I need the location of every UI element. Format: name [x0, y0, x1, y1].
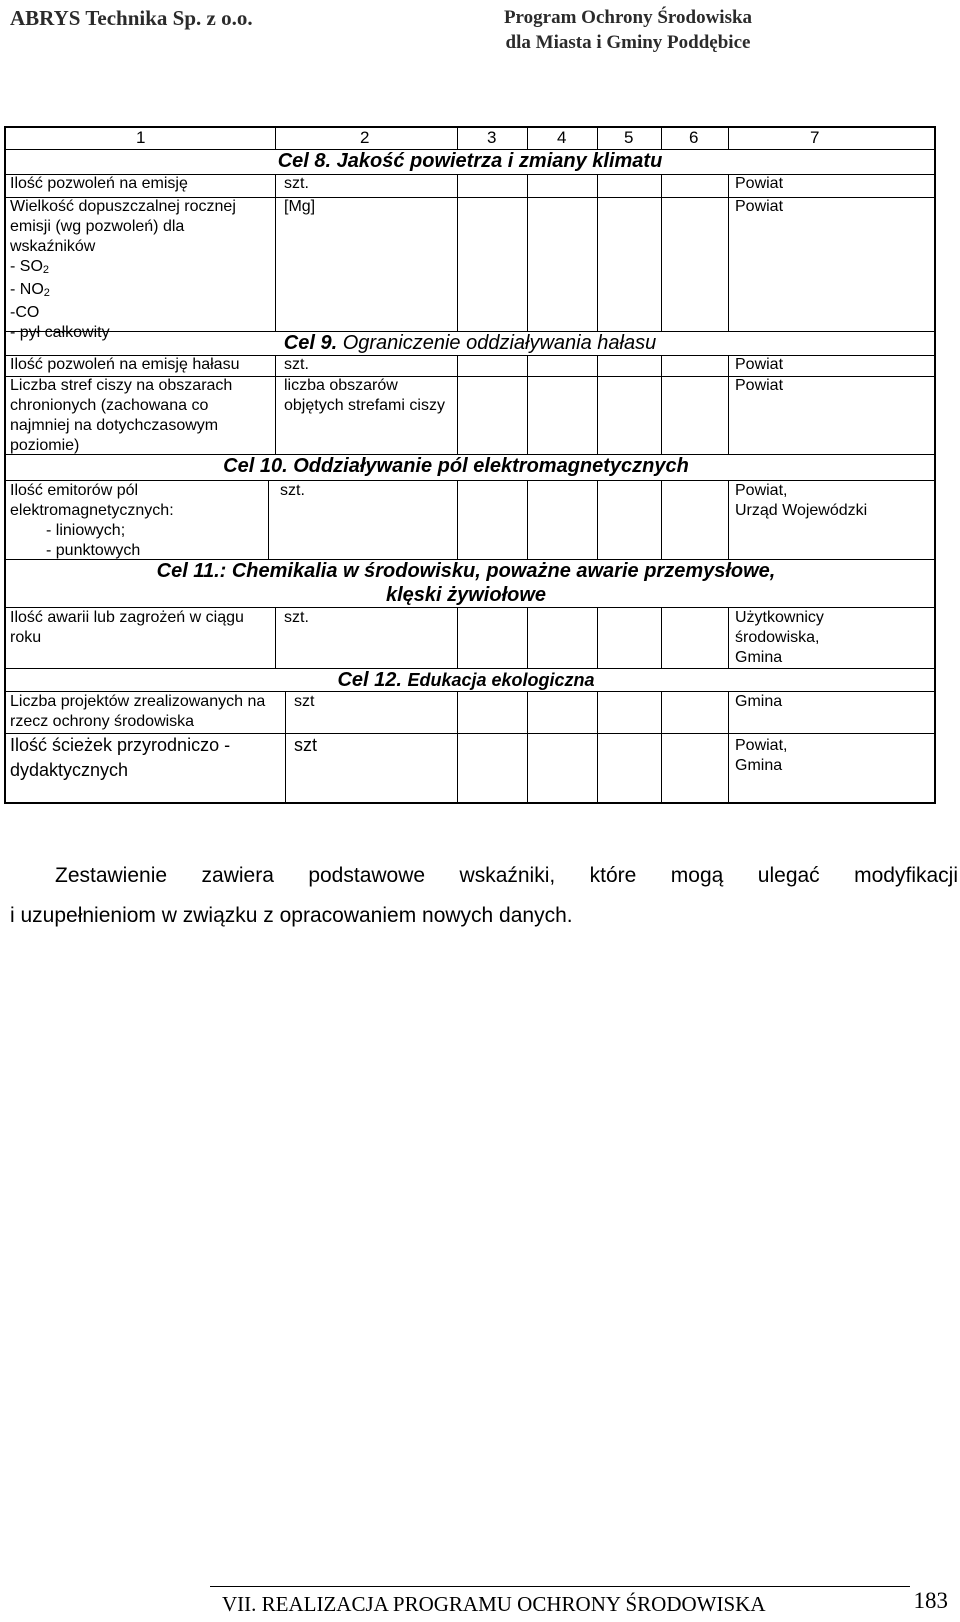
rule	[275, 128, 276, 149]
rule	[661, 607, 662, 668]
indicator-label	[10, 481, 174, 561]
source-cell: Powiat	[735, 356, 784, 373]
label-line: Liczba projektów zrealizowanych na	[10, 693, 266, 710]
column-number: 3	[487, 128, 497, 147]
rule	[457, 607, 458, 668]
rule	[728, 174, 729, 331]
footer-section-title: VII. REALIZACJA PROGRAMU OCHRONY ŚRODOWISKA	[222, 1592, 766, 1616]
rule	[728, 691, 729, 802]
page-number: 183	[913, 1588, 948, 1613]
rule	[597, 174, 598, 331]
rule	[597, 128, 598, 149]
summary-paragraph-line1: Zestawienie zawiera podstawowe wskaźniki, które mogą ulegać modyfikacji	[55, 864, 958, 887]
label-line: emisji (wg pozwoleń) dla	[10, 218, 185, 235]
label-line: - liniowych;	[46, 522, 126, 539]
indicator-label	[10, 608, 244, 648]
label-line: Wielkość dopuszczalnej rocznej	[10, 198, 236, 215]
so2-subscript: 2	[42, 264, 50, 276]
rule	[597, 355, 598, 454]
section-heading-cel8: Cel 8. Jakość powietrza i zmiany klimatu	[277, 150, 663, 172]
label-line: wskaźników	[10, 238, 96, 255]
unit-cell: szt.	[284, 609, 309, 626]
column-number: 2	[360, 128, 370, 147]
label-line: Liczba stref ciszy na obszarach	[10, 377, 233, 394]
rule	[527, 128, 528, 149]
column-number: 4	[557, 128, 567, 147]
label-line: poziomie)	[10, 437, 80, 454]
label-line-so2	[10, 257, 236, 280]
rule	[457, 174, 458, 331]
rule	[457, 128, 458, 149]
rule	[285, 691, 286, 802]
rule	[275, 355, 276, 454]
rule	[728, 128, 729, 149]
label-line: Ilość emitorów pól	[10, 482, 139, 499]
rule	[527, 174, 528, 331]
source-line: Gmina	[735, 649, 783, 666]
rule	[728, 607, 729, 668]
indicators-table	[4, 126, 936, 804]
rule	[457, 691, 458, 802]
rule	[661, 691, 662, 802]
program-title	[480, 5, 776, 55]
column-number: 7	[810, 128, 820, 147]
rule	[661, 480, 662, 559]
source-line: Gmina	[735, 757, 783, 774]
label-line: Ilość ścieżek przyrodniczo -	[10, 735, 231, 755]
label-line: najmniej na dotychczasowym	[10, 417, 219, 434]
indicator-label	[10, 733, 230, 783]
summary-paragraph-line2: i uzupełnieniom w związku z opracowaniem nowych danych.	[10, 904, 573, 927]
section-heading-cel12	[206, 668, 726, 692]
rule	[275, 607, 276, 668]
label-line-no2	[10, 280, 236, 303]
rule	[728, 355, 729, 454]
heading-line: Cel 11.: Chemikalia w środowisku, poważne awarie przemysłowe,	[156, 560, 776, 582]
heading-text: Oddziaływanie pól elektromagnetycznych	[293, 455, 689, 477]
indicator-label: Ilość pozwoleń na emisję	[10, 175, 188, 192]
rule	[457, 480, 458, 559]
rule	[527, 355, 528, 454]
label-line: - punktowych	[46, 542, 141, 559]
source-line: Powiat,	[735, 482, 788, 499]
label-line: elektromagnetycznych:	[10, 502, 174, 519]
footer-rule	[210, 1586, 910, 1587]
source-cell: Gmina	[735, 693, 783, 710]
column-number: 6	[689, 128, 699, 147]
section-heading-cel10	[156, 454, 756, 478]
section-heading-cel11	[56, 559, 876, 607]
source-cell: Powiat	[735, 175, 784, 192]
unit-line: objętych strefami ciszy	[284, 397, 445, 414]
heading-line: klęski żywiołowe	[385, 584, 547, 606]
source-cell: Powiat	[735, 377, 784, 394]
unit-cell: szt.	[284, 175, 309, 192]
label-line: -CO	[10, 304, 40, 321]
rule	[597, 607, 598, 668]
heading-number: Cel 10.	[223, 455, 288, 477]
label-line: Ilość awarii lub zagrożeń w ciągu	[10, 609, 244, 626]
no2-subscript: 2	[43, 287, 50, 299]
rule	[661, 355, 662, 454]
label-line: roku	[10, 629, 42, 646]
rule	[728, 480, 729, 559]
program-title-line2: dla Miasta i Gminy Poddębice	[505, 32, 751, 53]
column-number: 5	[624, 128, 634, 147]
source-line: Użytkownicy	[735, 609, 824, 626]
column-number: 1	[136, 128, 146, 147]
source-line: środowiska,	[735, 629, 820, 646]
heading-number: Cel 9.	[283, 332, 338, 354]
rule	[597, 480, 598, 559]
unit-cell: szt	[294, 693, 315, 710]
source-cell: Powiat	[735, 198, 784, 215]
rule	[457, 355, 458, 454]
rule	[597, 691, 598, 802]
heading-text: Edukacja ekologiczna	[407, 670, 595, 690]
source-cell	[735, 481, 867, 521]
indicator-label	[10, 692, 265, 732]
program-title-line1: Program Ochrony Środowiska	[503, 7, 753, 28]
unit-line: liczba obszarów	[284, 377, 398, 394]
indicator-label	[10, 197, 236, 343]
indicator-label: Ilość pozwoleń na emisję hałasu	[10, 356, 240, 373]
section-heading-cel9	[206, 331, 734, 355]
unit-cell	[284, 376, 445, 416]
indicator-label	[10, 376, 232, 456]
rule	[275, 174, 276, 331]
label-line: rzecz ochrony środowiska	[10, 713, 195, 730]
label-line: dydaktycznych	[10, 760, 129, 780]
rule	[661, 128, 662, 149]
rule	[527, 691, 528, 802]
rule	[661, 174, 662, 331]
label-line: chronionych (zachowana co	[10, 397, 209, 414]
source-line: Powiat,	[735, 737, 788, 754]
heading-number: Cel 12.	[337, 669, 402, 691]
heading-text: Ograniczenie oddziaływania hałasu	[342, 332, 657, 354]
unit-cell: szt	[294, 735, 318, 755]
so2-prefix: - SO	[10, 258, 43, 275]
source-cell	[735, 736, 787, 776]
unit-cell: [Mg]	[284, 198, 316, 215]
unit-cell: szt.	[280, 482, 305, 499]
rule	[268, 480, 269, 559]
label-line: - pył całkowity	[10, 324, 110, 341]
rule	[527, 607, 528, 668]
rule	[527, 480, 528, 559]
unit-cell: szt.	[284, 356, 309, 373]
source-cell	[735, 608, 824, 668]
source-line: Urząd Wojewódzki	[735, 502, 868, 519]
company-name: ABRYS Technika Sp. z o.o.	[10, 6, 253, 30]
no2-prefix: - NO	[10, 281, 44, 298]
